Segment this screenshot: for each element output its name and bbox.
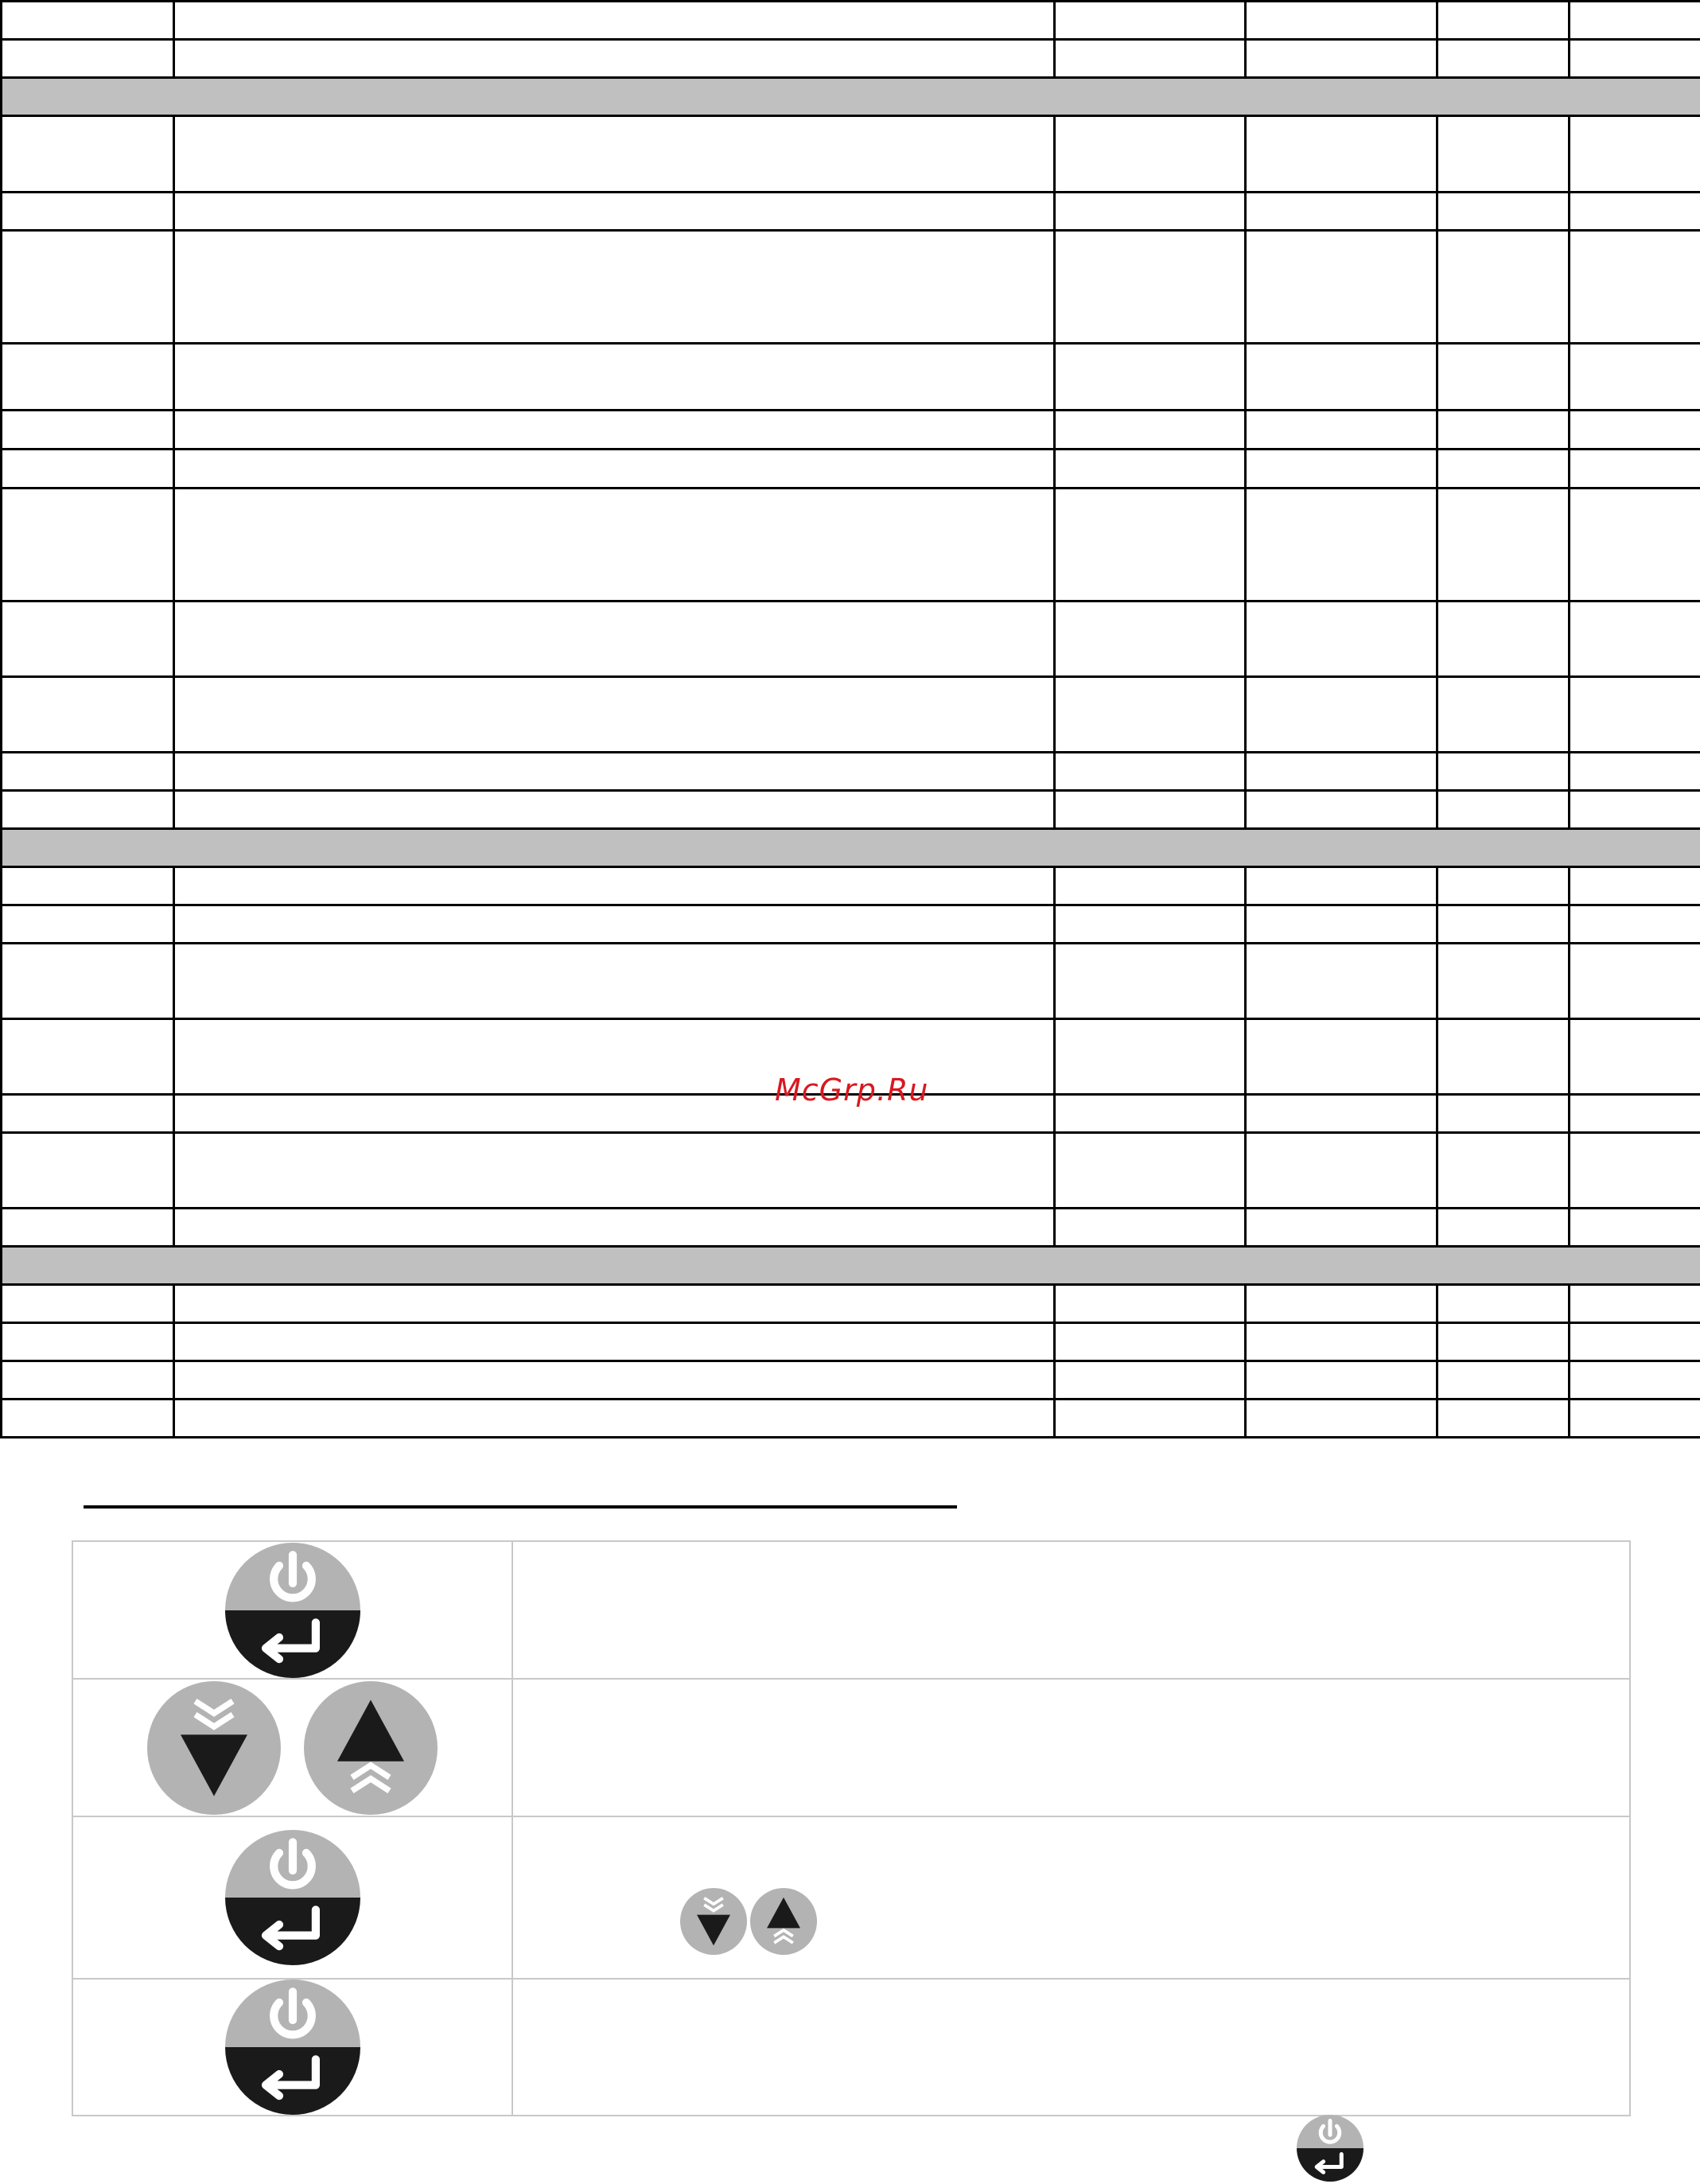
watermark-text: McGrp.Ru: [775, 1073, 929, 1108]
up-arrow-key-icon: [304, 1681, 438, 1815]
table-row: [2, 1323, 1700, 1361]
table-row: [2, 344, 1700, 411]
up-arrow-key-icon: [750, 1888, 817, 1955]
power-enter-key-icon: [1297, 2115, 1364, 2182]
key-row-power-enter-2: [72, 1816, 1630, 1979]
section-header-row: [2, 829, 1700, 867]
key-description: [512, 1679, 1630, 1816]
table-row: [2, 411, 1700, 450]
key-row-arrows: [72, 1679, 1630, 1816]
key-row-power-enter-3: [72, 1979, 1630, 2116]
table-row: [2, 450, 1700, 489]
table-row: [2, 489, 1700, 601]
section-header-row: [2, 78, 1700, 116]
table-row: [2, 1133, 1700, 1209]
key-row-power-enter: [72, 1541, 1630, 1679]
table-row: [2, 40, 1700, 78]
table-row: [2, 231, 1700, 344]
table-row: [2, 1400, 1700, 1438]
down-arrow-key-icon: [147, 1681, 281, 1815]
table-row: [2, 601, 1700, 677]
down-arrow-key-icon: [680, 1888, 747, 1955]
table-row: [2, 905, 1700, 944]
key-function-table: [72, 1540, 1631, 2116]
table-row: [2, 1285, 1700, 1323]
heading-underline: [84, 1505, 957, 1509]
table-row: [2, 1361, 1700, 1400]
table-row: [2, 677, 1700, 753]
section-header-row: [2, 1247, 1700, 1285]
table-row: [2, 193, 1700, 231]
table-row: [2, 1209, 1700, 1247]
power-enter-key-icon: [225, 1830, 360, 1965]
table-row: [2, 944, 1700, 1019]
table-row: [2, 867, 1700, 905]
table-row: [2, 2, 1700, 40]
key-description: [512, 1979, 1630, 2116]
table-row: [2, 791, 1700, 829]
table-row: [2, 753, 1700, 791]
key-description: [512, 1541, 1630, 1679]
power-enter-key-icon: [225, 1543, 360, 1678]
table-row: [2, 116, 1700, 193]
key-description: [512, 1816, 1630, 1979]
power-enter-key-icon: [225, 1980, 360, 2115]
